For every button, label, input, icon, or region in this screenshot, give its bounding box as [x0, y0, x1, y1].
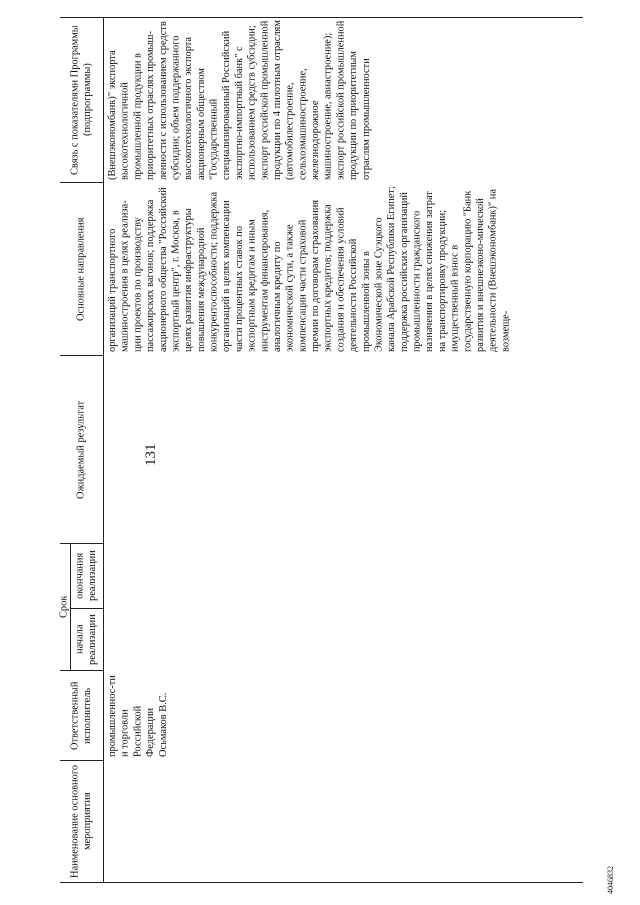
document-id: 4046832 — [606, 866, 615, 894]
header-result: Ожидаемый результат — [75, 400, 87, 499]
header-name: Наименование основного мероприятия — [69, 765, 93, 879]
header-executor: Ответственный исполнитель — [69, 681, 93, 750]
col-sep-executor-term — [60, 670, 104, 671]
header-link: Связь с показателями Программы (подпрограммы) — [69, 25, 93, 175]
col-sep-name-executor — [60, 760, 104, 761]
header-term: Срок — [58, 595, 70, 619]
col-sep-directions-link — [60, 182, 104, 183]
col-sep-result-directions — [60, 355, 104, 356]
header-start: начала реализации — [74, 614, 98, 665]
cell-executor: промышленнос-ти и торговли Российской Федерации Осьмаков В.С. — [107, 675, 169, 757]
col-sep-start-end — [70, 608, 104, 609]
cell-directions: организаций транспортного машиностроения в целях реализа-ции проектов по производству пассажирских вагонов; поддержка акционерного общества "Российский экспортный центр", г. Москва, в целях развития инфраструктуры повышения международной конкурентоспособности; поддержка организаций в целях компенсации части процентных ставок по экспортным кредитам и иным инструментам финансирования, аналогичным кредиту по экономической сути, а также компенсации части страховой премии по договорам страхования экспортных кредитов; поддержка создания и обеспечения условий деятельности Российской промышленной зоны в Экономической зоне Суэцкого канала Арабской Республики Египет; поддержка российских организаций промышленности гражданского назначения в целях снижения затрат на транспортировку продукции; имущественный взнос в государственную корпорацию "Банк развития и внешнеэконо-мической деятельности (Внешэкономбанк)" на возмеще- — [107, 186, 512, 352]
header-directions: Основные направления — [75, 217, 87, 321]
page-number: 131 — [142, 443, 159, 467]
cell-link: (Внешэкономбанк)" экспорта высокотехнологичной промышленной продукции в приоритетных отраслях промыш-ленности с использованием средств субсидии; объем поддержанного высокотехнологичного экспорта акционерным обществом "Государственный специализированный Российский экспортно-импортный банк" с использованием средств субсидии; экспорт российской промышленной продукции по 4 пилотным отраслям (автомобилестроение, сельхозмашиностроение, железнодорожное машиностроение, авиастроение); экспорт российской промышленной продукции по приоритетным отраслям промышленности — [107, 20, 372, 180]
col-sep-term-result — [60, 543, 104, 544]
header-end: окончания реализации — [74, 550, 98, 602]
header-divider — [103, 17, 104, 883]
